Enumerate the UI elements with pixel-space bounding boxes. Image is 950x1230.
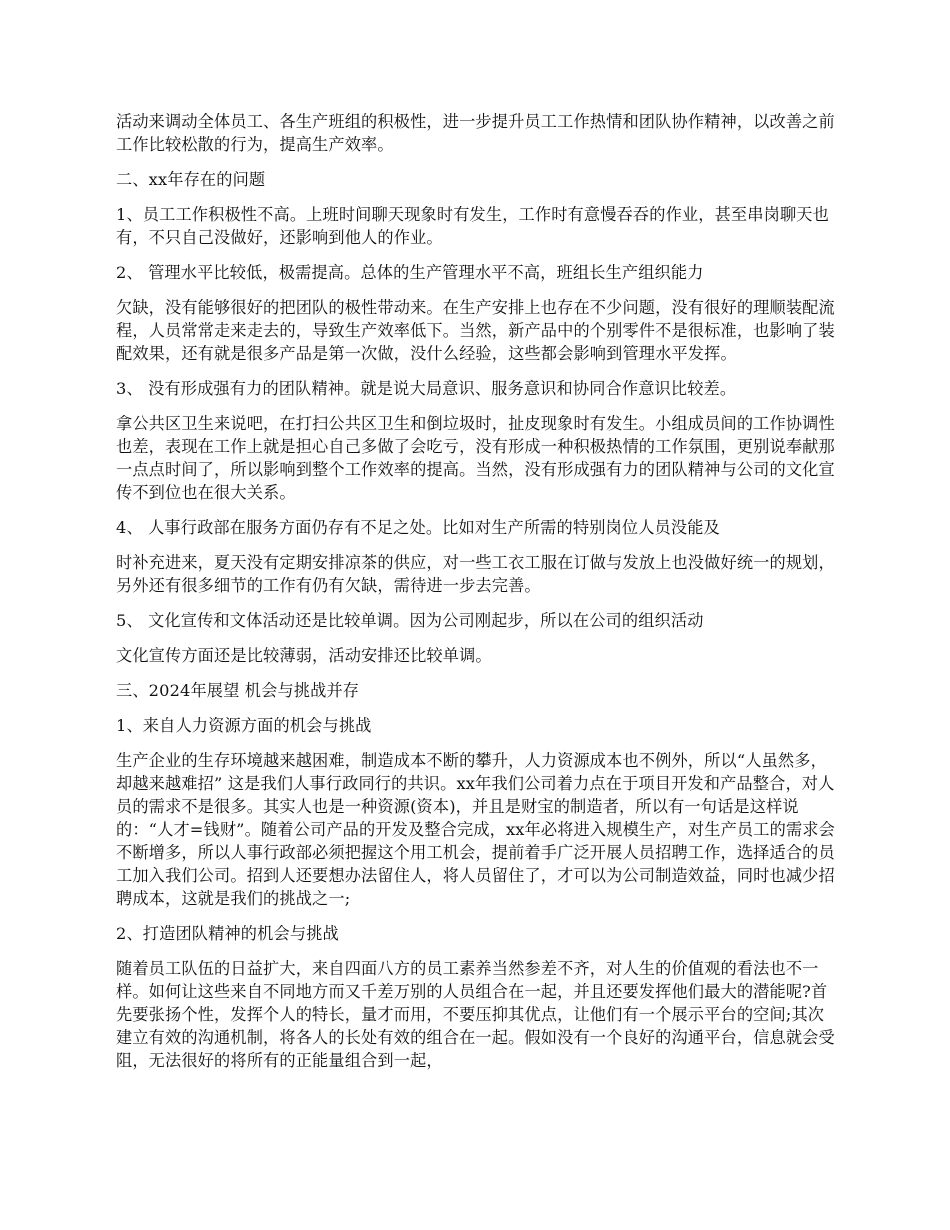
paragraph-problem-2-lead: 2、 管理水平比较低，极需提高。总体的生产管理水平不高，班组长生产组织能力 bbox=[116, 263, 704, 282]
paragraph-team-spirit-body: 随着员工队伍的日益扩大，来自四面八方的员工素养当然参差不齐，对人生的价值观的看法也不一样。如何让这些来自不同地方而又千差万别的人员组合在一起，并且还要发挥他们最大的潜能呢?首先要张扬个性，发挥个人的特长，量才而用，不要压抑其优点，让他们有一个展示平台的空间;其次建立有效的沟通机制，将各人的长处有效的组合在一起。假如没有一个良好的沟通平台，信息就会受阻，无法很好的将所有的正能量组合到一起， bbox=[116, 959, 835, 1070]
section-heading-problems: 二、xx年存在的问题 bbox=[116, 170, 266, 189]
document-page bbox=[116, 110, 838, 1084]
paragraph-problem-5-lead: 5、 文化宣传和文体活动还是比较单调。因为公司刚起步，所以在公司的组织活动 bbox=[116, 611, 704, 630]
subheading-hr-opportunity: 1、来自人力资源方面的机会与挑战 bbox=[116, 716, 372, 735]
paragraph-problem-1: 1、员工工作积极性不高。上班时间聊天现象时有发生，工作时有意慢吞吞的作业，甚至串岗聊天也有，不只自己没做好，还影响到他人的作业。 bbox=[116, 205, 829, 247]
paragraph-problem-5-body: 文化宣传方面还是比较薄弱，活动安排还比较单调。 bbox=[116, 646, 492, 665]
paragraph-intro: 活动来调动全体员工、各生产班组的积极性，进一步提升员工工作热情和团队协作精神，以改善之前工作比较松散的行为，提高生产效率。 bbox=[116, 112, 835, 154]
paragraph-problem-3-body: 拿公共区卫生来说吧，在打扫公共区卫生和倒垃圾时，扯皮现象时有发生。小组成员间的工作协调性也差，表现在工作上就是担心自己多做了会吃亏，没有形成一种积极热情的工作氛围，更别说奉献那一点点时间了，所以影响到整个工作效率的提高。当然，没有形成强有力的团队精神与公司的文化宣传不到位也在很大关系。 bbox=[116, 414, 835, 502]
section-heading-outlook: 三、2024年展望 机会与挑战并存 bbox=[116, 681, 360, 700]
subheading-team-spirit: 2、打造团队精神的机会与挑战 bbox=[116, 924, 339, 943]
paragraph-problem-3-lead: 3、 没有形成强有力的团队精神。就是说大局意识、服务意识和协同合作意识比较差。 bbox=[116, 379, 737, 398]
paragraph-problem-2-body: 欠缺，没有能够很好的把团队的极性带动来。在生产安排上也存在不少问题，没有很好的理顺装配流程，人员常常走来走去的，导致生产效率低下。当然，新产品中的个别零件不是很标准，也影响了装配效果，还有就是很多产品是第一次做，没什么经验，这些都会影响到管理水平发挥。 bbox=[116, 298, 835, 363]
paragraph-hr-opportunity-body: 生产企业的生存环境越来越困难，制造成本不断的攀升，人力资源成本也不例外，所以“人虽然多，却越来越难招” 这是我们人事行政同行的共识。xx年我们公司着力点在于项目开发和产品整合，对人员的需求不是很多。其实人也是一种资源(资本)，并且是财宝的制造者，所以有一句话是这样说的：“人才=钱财”。随着公司产品的开发及整合完成，xx年必将进入规模生产，对生产员工的需求会不断增多，所以人事行政部必须把握这个用工机会，提前着手广泛开展人员招聘工作，选择适合的员工加入我们公司。招到人还要想办法留住人，将人员留住了，才可以为公司制造效益，同时也减少招聘成本，这就是我们的挑战之一; bbox=[116, 751, 835, 908]
paragraph-problem-4-body: 时补充进来，夏天没有定期安排凉茶的供应，对一些工衣工服在订做与发放上也没做好统一的规划，另外还有很多细节的工作有仍有欠缺，需待进一步去完善。 bbox=[116, 553, 835, 595]
paragraph-problem-4-lead: 4、 人事行政部在服务方面仍存有不足之处。比如对生产所需的特别岗位人员没能及 bbox=[116, 518, 720, 537]
